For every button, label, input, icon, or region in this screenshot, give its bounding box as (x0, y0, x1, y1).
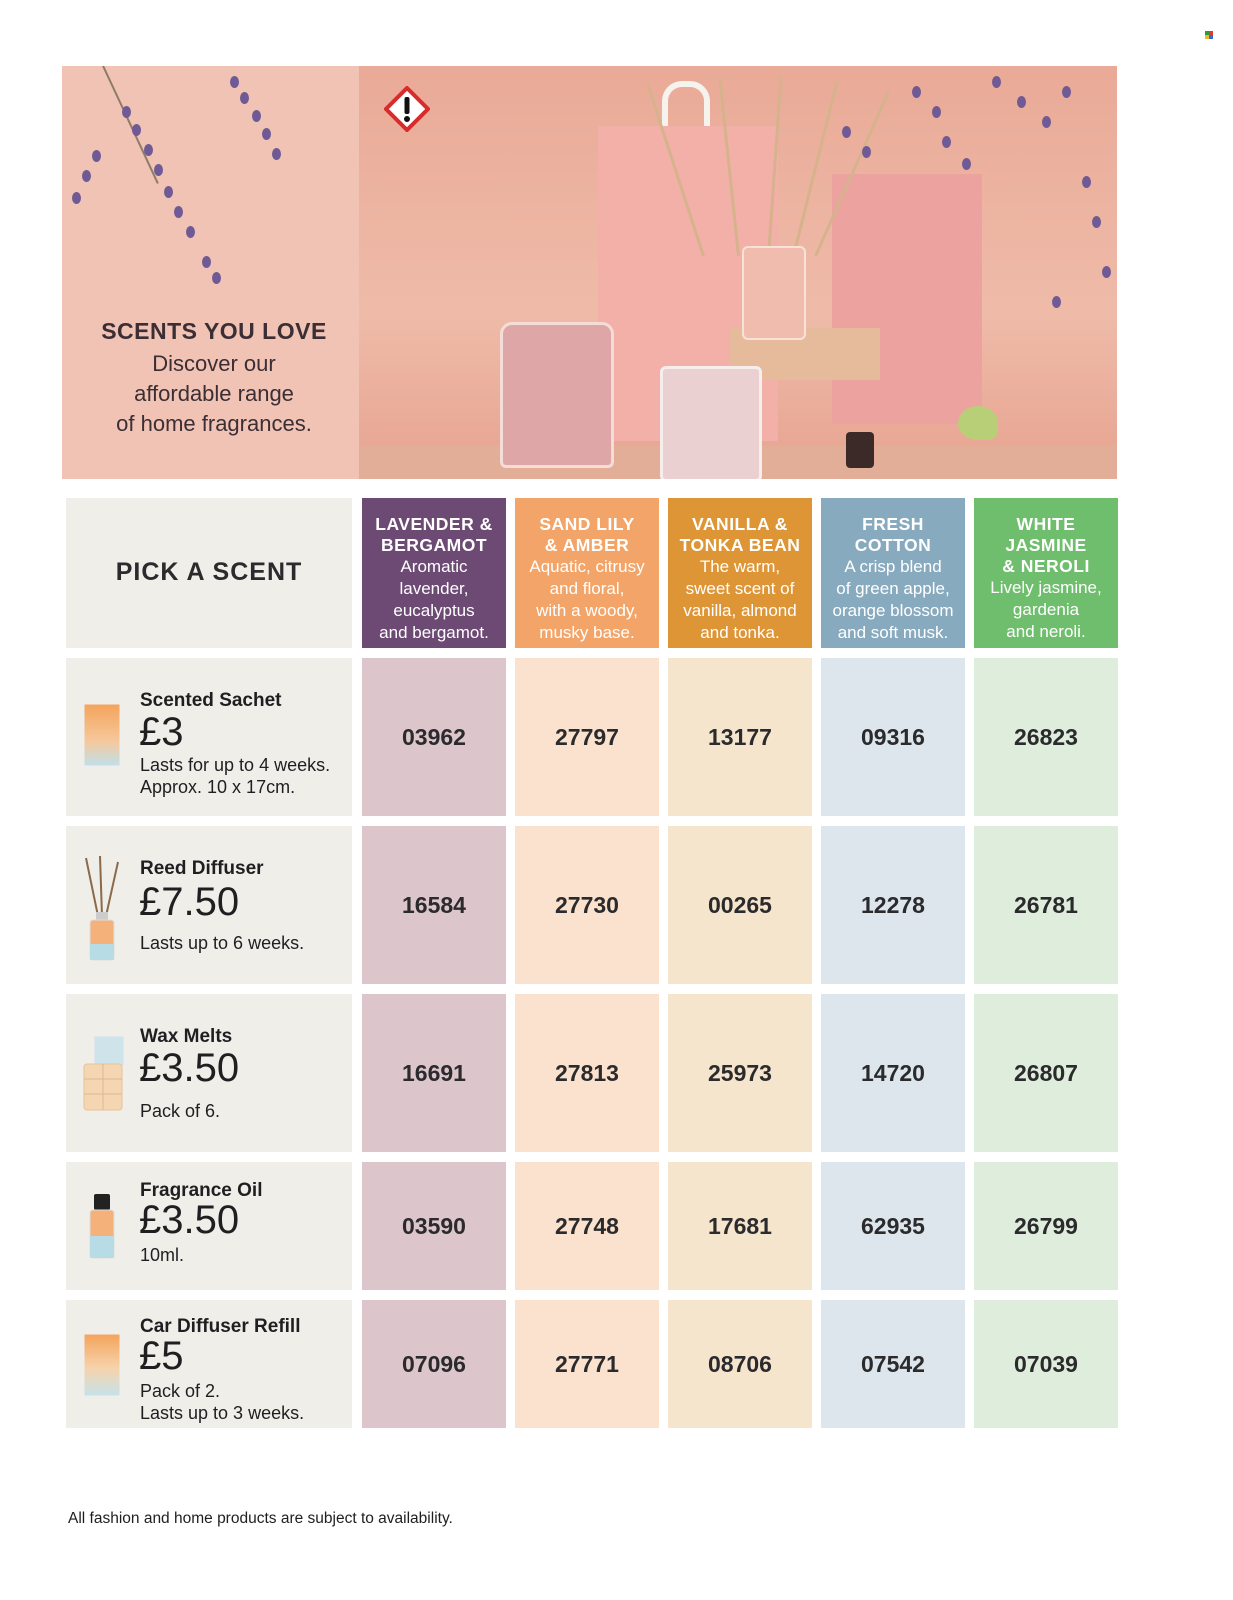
product-code-cell: 03590 (362, 1162, 506, 1290)
hero-banner (62, 66, 1117, 479)
scent-description-line: Aromatic (400, 557, 468, 576)
lime-icon (958, 406, 998, 440)
scent-name-line: COTTON (854, 535, 932, 555)
product-code-cell: 17681 (668, 1162, 812, 1290)
product-code-cell: 09316 (821, 658, 965, 816)
scent-header-1 (515, 498, 659, 648)
scent-description-line: musky base. (539, 623, 635, 642)
product-name: Scented Sachet (140, 690, 282, 711)
fragrance-oil-icon (80, 1192, 124, 1267)
product-row-1 (66, 826, 352, 984)
scent-description-line: sweet scent of (685, 579, 795, 598)
product-code-cell: 27813 (515, 994, 659, 1152)
pick-a-scent-label: PICK A SCENT (115, 558, 303, 586)
product-note-line: Lasts up to 3 weeks. (140, 1403, 305, 1423)
product-code-cell: 14720 (821, 994, 965, 1152)
product-code-cell: 07542 (821, 1300, 965, 1428)
product-note-line: Lasts up to 6 weeks. (140, 933, 305, 953)
product-name: Fragrance Oil (140, 1180, 263, 1201)
scent-description-line: vanilla, almond (683, 601, 797, 620)
product-row-2 (66, 994, 352, 1152)
scent-name-line: FRESH (862, 514, 924, 534)
pick-a-scent-cell (66, 498, 352, 648)
product-name: Wax Melts (140, 1026, 233, 1047)
product-row-4 (66, 1300, 352, 1428)
scent-name-line: JASMINE (1005, 535, 1087, 555)
scent-name-line: BERGAMOT (380, 535, 488, 555)
hero-line: of home fragrances. (116, 411, 312, 436)
scent-description-line: and soft musk. (837, 623, 949, 642)
scent-header-2 (668, 498, 812, 648)
product-note-line: Approx. 10 x 17cm. (140, 777, 296, 797)
hero-copy (84, 318, 344, 439)
product-notes (140, 1100, 220, 1122)
scent-name-line: SAND LILY (539, 514, 635, 534)
scent-header-4 (974, 498, 1118, 648)
product-code-cell: 27771 (515, 1300, 659, 1428)
scent-description-line: Lively jasmine, (990, 578, 1102, 597)
product-notes (140, 1244, 184, 1266)
product-code-cell: 25973 (668, 994, 812, 1152)
scent-name-line: & AMBER (544, 535, 630, 555)
scent-description-line: The warm, (699, 557, 781, 576)
product-note-line: Pack of 6. (140, 1101, 221, 1121)
reed-diffuser-icon (80, 856, 124, 971)
product-notes (140, 932, 304, 954)
product-code-cell: 62935 (821, 1162, 965, 1290)
product-note-line: Lasts for up to 4 weeks. (140, 755, 331, 775)
product-note-line: 10ml. (140, 1245, 185, 1265)
scent-description-line: eucalyptus (393, 601, 475, 620)
hero-line: affordable range (134, 381, 294, 406)
product-row-3 (66, 1162, 352, 1290)
product-code-cell: 08706 (668, 1300, 812, 1428)
scent-description-line: A crisp blend (844, 557, 942, 576)
scent-header-0 (362, 498, 506, 648)
bottle-cap-icon (846, 432, 874, 468)
product-row-0 (66, 658, 352, 816)
product-code-cell: 26807 (974, 994, 1118, 1152)
product-code-cell: 26781 (974, 826, 1118, 984)
wax-melts-icon (80, 1034, 130, 1119)
product-code-cell: 16691 (362, 994, 506, 1152)
product-price: £3.50 (139, 1046, 240, 1090)
product-name: Car Diffuser Refill (140, 1316, 301, 1337)
scent-description-line: orange blossom (832, 601, 954, 620)
availability-disclaimer: All fashion and home products are subject to availability. (68, 1510, 453, 1527)
scent-description-line: of green apple, (836, 579, 950, 598)
scent-name-line: TONKA BEAN (679, 535, 801, 555)
product-code-cell: 07039 (974, 1300, 1118, 1428)
hazard-warning-icon (384, 86, 430, 132)
product-code-cell: 07096 (362, 1300, 506, 1428)
hero-title: SCENTS YOU LOVE (101, 318, 327, 344)
diffuser-bottle-image (742, 246, 806, 340)
scent-name-line: WHITE (1016, 514, 1076, 534)
product-code-cell: 03962 (362, 658, 506, 816)
wax-melt-product-image (660, 366, 762, 479)
car-diffuser-refill-icon (80, 1330, 124, 1405)
scent-name-line: & NEROLI (1002, 556, 1090, 576)
product-price: £5 (139, 1334, 184, 1378)
product-code-cell: 26823 (974, 658, 1118, 816)
product-name: Reed Diffuser (140, 858, 264, 879)
scent-name-line: LAVENDER & (375, 514, 493, 534)
product-code-cell: 12278 (821, 826, 965, 984)
scent-description-line: Aquatic, citrusy (529, 557, 645, 576)
product-code-cell: 27748 (515, 1162, 659, 1290)
product-notes (140, 754, 330, 798)
product-code-cell: 00265 (668, 826, 812, 984)
product-price: £3.50 (139, 1198, 240, 1242)
hero-line: Discover our (152, 351, 276, 376)
scent-header-3 (821, 498, 965, 648)
scent-name-line: VANILLA & (692, 514, 788, 534)
product-code-cell: 13177 (668, 658, 812, 816)
product-notes (140, 1380, 304, 1424)
scent-description-line: and tonka. (700, 623, 780, 642)
product-code-cell: 27730 (515, 826, 659, 984)
candle-product-image (500, 322, 614, 468)
scent-description-line: with a woody, (536, 601, 638, 620)
product-code-cell: 27797 (515, 658, 659, 816)
scent-description-line: lavender, (399, 579, 469, 598)
scent-description-line: and bergamot. (379, 623, 489, 642)
product-note-line: Pack of 2. (140, 1381, 221, 1401)
sachet-icon (80, 700, 124, 775)
product-code-cell: 16584 (362, 826, 506, 984)
product-price: £3 (139, 710, 184, 754)
product-price: £7.50 (139, 880, 240, 924)
scent-description-line: gardenia (1012, 600, 1080, 619)
corner-mark-icon (1205, 31, 1213, 39)
scent-description-line: and floral, (549, 579, 625, 598)
car-refill-product-image (832, 174, 982, 424)
scent-description-line: and neroli. (1006, 622, 1086, 641)
product-code-cell: 26799 (974, 1162, 1118, 1290)
